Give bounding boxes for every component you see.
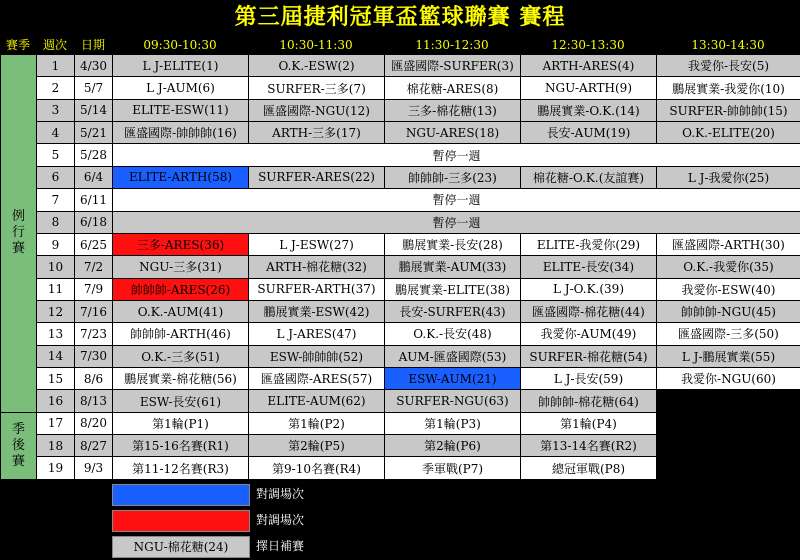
legend-blue-swatch bbox=[112, 484, 250, 506]
game-cell: SURFER-棉花糖(54) bbox=[521, 345, 657, 367]
date-cell: 7/23 bbox=[75, 323, 113, 345]
week-cell: 7 bbox=[37, 189, 75, 211]
table-row bbox=[1, 166, 800, 188]
game-cell bbox=[657, 457, 800, 480]
game-cell: 帥帥帥-ARES(26) bbox=[113, 278, 249, 300]
date-cell: 6/25 bbox=[75, 233, 113, 255]
table-row bbox=[1, 435, 800, 457]
table-row bbox=[1, 278, 800, 300]
game-cell: 第1輪(P4) bbox=[521, 412, 657, 434]
game-cell: O.K.-ELITE(20) bbox=[657, 122, 800, 144]
game-cell: NGU-ARES(18) bbox=[385, 122, 521, 144]
game-cell: 鵬展實業-O.K.(14) bbox=[521, 99, 657, 121]
table-row bbox=[1, 99, 800, 121]
date-cell: 7/30 bbox=[75, 345, 113, 367]
game-cell: 三多-棉花糖(13) bbox=[385, 99, 521, 121]
table-row bbox=[1, 256, 800, 278]
table-row bbox=[1, 323, 800, 345]
game-cell: 帥帥帥-ARTH(46) bbox=[113, 323, 249, 345]
game-cell: 匯盛國際-帥帥帥(16) bbox=[113, 122, 249, 144]
game-cell: SURFER-ARTH(37) bbox=[249, 278, 385, 300]
header-slot-1: 09:30-10:30 bbox=[143, 38, 217, 52]
header-season: 賽季 bbox=[5, 38, 30, 52]
date-cell: 8/27 bbox=[75, 435, 113, 457]
game-cell: 鵬展實業-我愛你(10) bbox=[657, 77, 800, 99]
game-cell: ELITE-ARTH(58) bbox=[113, 166, 249, 188]
game-cell: SURFER-NGU(63) bbox=[385, 390, 521, 412]
game-cell: 三多-ARES(36) bbox=[113, 233, 249, 255]
game-cell: ELITE-AUM(62) bbox=[249, 390, 385, 412]
game-cell: AUM-匯盛國際(53) bbox=[385, 345, 521, 367]
game-cell: 我愛你-ESW(40) bbox=[657, 278, 800, 300]
table-row bbox=[1, 77, 800, 99]
game-cell: L J-我愛你(25) bbox=[657, 166, 800, 188]
header-slot-5: 13:30-14:30 bbox=[691, 38, 765, 52]
date-cell: 8/20 bbox=[75, 412, 113, 434]
week-cell: 16 bbox=[37, 390, 75, 412]
game-cell: SURFER-三多(7) bbox=[249, 77, 385, 99]
legend-makeup-sample: NGU-棉花糖(24) bbox=[112, 536, 250, 558]
season-regular bbox=[1, 55, 37, 413]
game-cell: O.K.-長安(48) bbox=[385, 323, 521, 345]
game-cell: 第1輪(P1) bbox=[113, 412, 249, 434]
game-cell: 長安-AUM(19) bbox=[521, 122, 657, 144]
game-cell: 匯盛國際-NGU(12) bbox=[249, 99, 385, 121]
week-cell: 1 bbox=[37, 55, 75, 77]
header-slot-2: 10:30-11:30 bbox=[279, 38, 353, 52]
week-cell: 5 bbox=[37, 144, 75, 166]
game-cell: 第9-10名賽(R4) bbox=[249, 457, 385, 480]
game-cell: 匯盛國際-三多(50) bbox=[657, 323, 800, 345]
week-cell: 13 bbox=[37, 323, 75, 345]
game-cell: SURFER-帥帥帥(15) bbox=[657, 99, 800, 121]
pause-cell: 暫停一週 bbox=[113, 211, 800, 233]
week-cell: 9 bbox=[37, 233, 75, 255]
season-playoff bbox=[1, 412, 37, 479]
game-cell: 我愛你-NGU(60) bbox=[657, 368, 800, 390]
game-cell: ARTH-ARES(4) bbox=[521, 55, 657, 77]
game-cell: O.K.-我愛你(35) bbox=[657, 256, 800, 278]
game-cell: NGU-三多(31) bbox=[113, 256, 249, 278]
week-cell: 11 bbox=[37, 278, 75, 300]
date-cell: 7/2 bbox=[75, 256, 113, 278]
game-cell: O.K.-三多(51) bbox=[113, 345, 249, 367]
game-cell: 總冠軍戰(P8) bbox=[521, 457, 657, 480]
game-cell: 第11-12名賽(R3) bbox=[113, 457, 249, 480]
game-cell: 帥帥帥-NGU(45) bbox=[657, 300, 800, 322]
week-cell: 4 bbox=[37, 122, 75, 144]
game-cell: ESW-AUM(21) bbox=[385, 368, 521, 390]
table-row bbox=[1, 457, 800, 480]
game-cell: 第15-16名賽(R1) bbox=[113, 435, 249, 457]
date-cell: 5/21 bbox=[75, 122, 113, 144]
game-cell: O.K.-ESW(2) bbox=[249, 55, 385, 77]
date-cell: 6/4 bbox=[75, 166, 113, 188]
table-row bbox=[1, 345, 800, 367]
week-cell: 14 bbox=[37, 345, 75, 367]
table-row bbox=[1, 189, 800, 211]
date-cell: 4/30 bbox=[75, 55, 113, 77]
table-row bbox=[1, 122, 800, 144]
legend-makeup-label: 擇日補賽 bbox=[256, 539, 305, 553]
game-cell: 我愛你-AUM(49) bbox=[521, 323, 657, 345]
game-cell: ELITE-ESW(11) bbox=[113, 99, 249, 121]
game-cell: L J-AUM(6) bbox=[113, 77, 249, 99]
week-cell: 18 bbox=[37, 435, 75, 457]
table-row bbox=[1, 300, 800, 322]
game-cell: 鵬展實業-AUM(33) bbox=[385, 256, 521, 278]
game-cell: 第1輪(P3) bbox=[385, 412, 521, 434]
game-cell: 匯盛國際-ARES(57) bbox=[249, 368, 385, 390]
game-cell: 帥帥帥-三多(23) bbox=[385, 166, 521, 188]
week-cell: 6 bbox=[37, 166, 75, 188]
date-cell: 6/18 bbox=[75, 211, 113, 233]
game-cell: 鵬展實業-ELITE(38) bbox=[385, 278, 521, 300]
table-row bbox=[1, 390, 800, 412]
game-cell: 長安-SURFER(43) bbox=[385, 300, 521, 322]
game-cell: L J-長安(59) bbox=[521, 368, 657, 390]
game-cell: 第1輪(P2) bbox=[249, 412, 385, 434]
legend-red-swatch bbox=[112, 510, 250, 532]
game-cell: 第13-14名賽(R2) bbox=[521, 435, 657, 457]
week-cell: 8 bbox=[37, 211, 75, 233]
week-cell: 15 bbox=[37, 368, 75, 390]
game-cell: ELITE-長安(34) bbox=[521, 256, 657, 278]
date-cell: 5/7 bbox=[75, 77, 113, 99]
season-playoff-char: 後 bbox=[11, 437, 25, 453]
table-row bbox=[1, 412, 800, 434]
game-cell bbox=[657, 390, 800, 412]
game-cell: 棉花糖-ARES(8) bbox=[385, 77, 521, 99]
season-regular-char: 例 bbox=[11, 209, 25, 225]
date-cell: 5/14 bbox=[75, 99, 113, 121]
game-cell bbox=[657, 435, 800, 457]
header-slot-3: 11:30-12:30 bbox=[415, 38, 489, 52]
season-regular-char: 行 bbox=[11, 225, 25, 241]
game-cell: O.K.-AUM(41) bbox=[113, 300, 249, 322]
game-cell: NGU-ARTH(9) bbox=[521, 77, 657, 99]
game-cell: ARTH-棉花糖(32) bbox=[249, 256, 385, 278]
game-cell: L J-O.K.(39) bbox=[521, 278, 657, 300]
season-playoff-char: 賽 bbox=[11, 453, 25, 469]
season-regular-char: 賽 bbox=[11, 241, 25, 257]
game-cell: L J-ESW(27) bbox=[249, 233, 385, 255]
week-cell: 3 bbox=[37, 99, 75, 121]
header-week: 週次 bbox=[42, 38, 67, 52]
header-date: 日期 bbox=[80, 38, 105, 52]
table-row bbox=[1, 144, 800, 166]
pause-cell: 暫停一週 bbox=[113, 144, 800, 166]
game-cell: 鵬展實業-長安(28) bbox=[385, 233, 521, 255]
week-cell: 19 bbox=[37, 457, 75, 480]
game-cell: 匯盛國際-棉花糖(44) bbox=[521, 300, 657, 322]
game-cell: L J-ELITE(1) bbox=[113, 55, 249, 77]
game-cell: 鵬展實業-ESW(42) bbox=[249, 300, 385, 322]
date-cell: 5/28 bbox=[75, 144, 113, 166]
week-cell: 12 bbox=[37, 300, 75, 322]
game-cell: 鵬展實業-棉花糖(56) bbox=[113, 368, 249, 390]
date-cell: 7/9 bbox=[75, 278, 113, 300]
table-row bbox=[1, 368, 800, 390]
season-playoff-char: 季 bbox=[11, 421, 25, 437]
game-cell: 匯盛國際-ARTH(30) bbox=[657, 233, 800, 255]
game-cell: 第2輪(P5) bbox=[249, 435, 385, 457]
table-row bbox=[1, 211, 800, 233]
date-cell: 9/3 bbox=[75, 457, 113, 480]
game-cell: SURFER-ARES(22) bbox=[249, 166, 385, 188]
game-cell: L J-鵬展實業(55) bbox=[657, 345, 800, 367]
date-cell: 7/16 bbox=[75, 300, 113, 322]
table-row bbox=[1, 233, 800, 255]
schedule-table bbox=[0, 54, 800, 480]
game-cell: L J-ARES(47) bbox=[249, 323, 385, 345]
pause-cell: 暫停一週 bbox=[113, 189, 800, 211]
game-cell: ELITE-我愛你(29) bbox=[521, 233, 657, 255]
game-cell: ESW-長安(61) bbox=[113, 390, 249, 412]
game-cell bbox=[657, 412, 800, 434]
date-cell: 8/6 bbox=[75, 368, 113, 390]
week-cell: 2 bbox=[37, 77, 75, 99]
table-row bbox=[1, 55, 800, 77]
game-cell: 第2輪(P6) bbox=[385, 435, 521, 457]
legend-blue-label: 對調場次 bbox=[256, 487, 305, 501]
week-cell: 17 bbox=[37, 412, 75, 434]
header-slot-4: 12:30-13:30 bbox=[551, 38, 625, 52]
game-cell: 匯盛國際-SURFER(3) bbox=[385, 55, 521, 77]
game-cell: 帥帥帥-棉花糖(64) bbox=[521, 390, 657, 412]
game-cell: 季軍戰(P7) bbox=[385, 457, 521, 480]
game-cell: 我愛你-長安(5) bbox=[657, 55, 800, 77]
week-cell: 10 bbox=[37, 256, 75, 278]
legend-red-label: 對調場次 bbox=[256, 513, 305, 527]
date-cell: 8/13 bbox=[75, 390, 113, 412]
date-cell: 6/11 bbox=[75, 189, 113, 211]
game-cell: ARTH-三多(17) bbox=[249, 122, 385, 144]
game-cell: 棉花糖-O.K.(友誼賽) bbox=[521, 166, 657, 188]
page-title: 第三屆捷利冠軍盃籃球聯賽 賽程 bbox=[234, 5, 566, 30]
game-cell: ESW-帥帥帥(52) bbox=[249, 345, 385, 367]
